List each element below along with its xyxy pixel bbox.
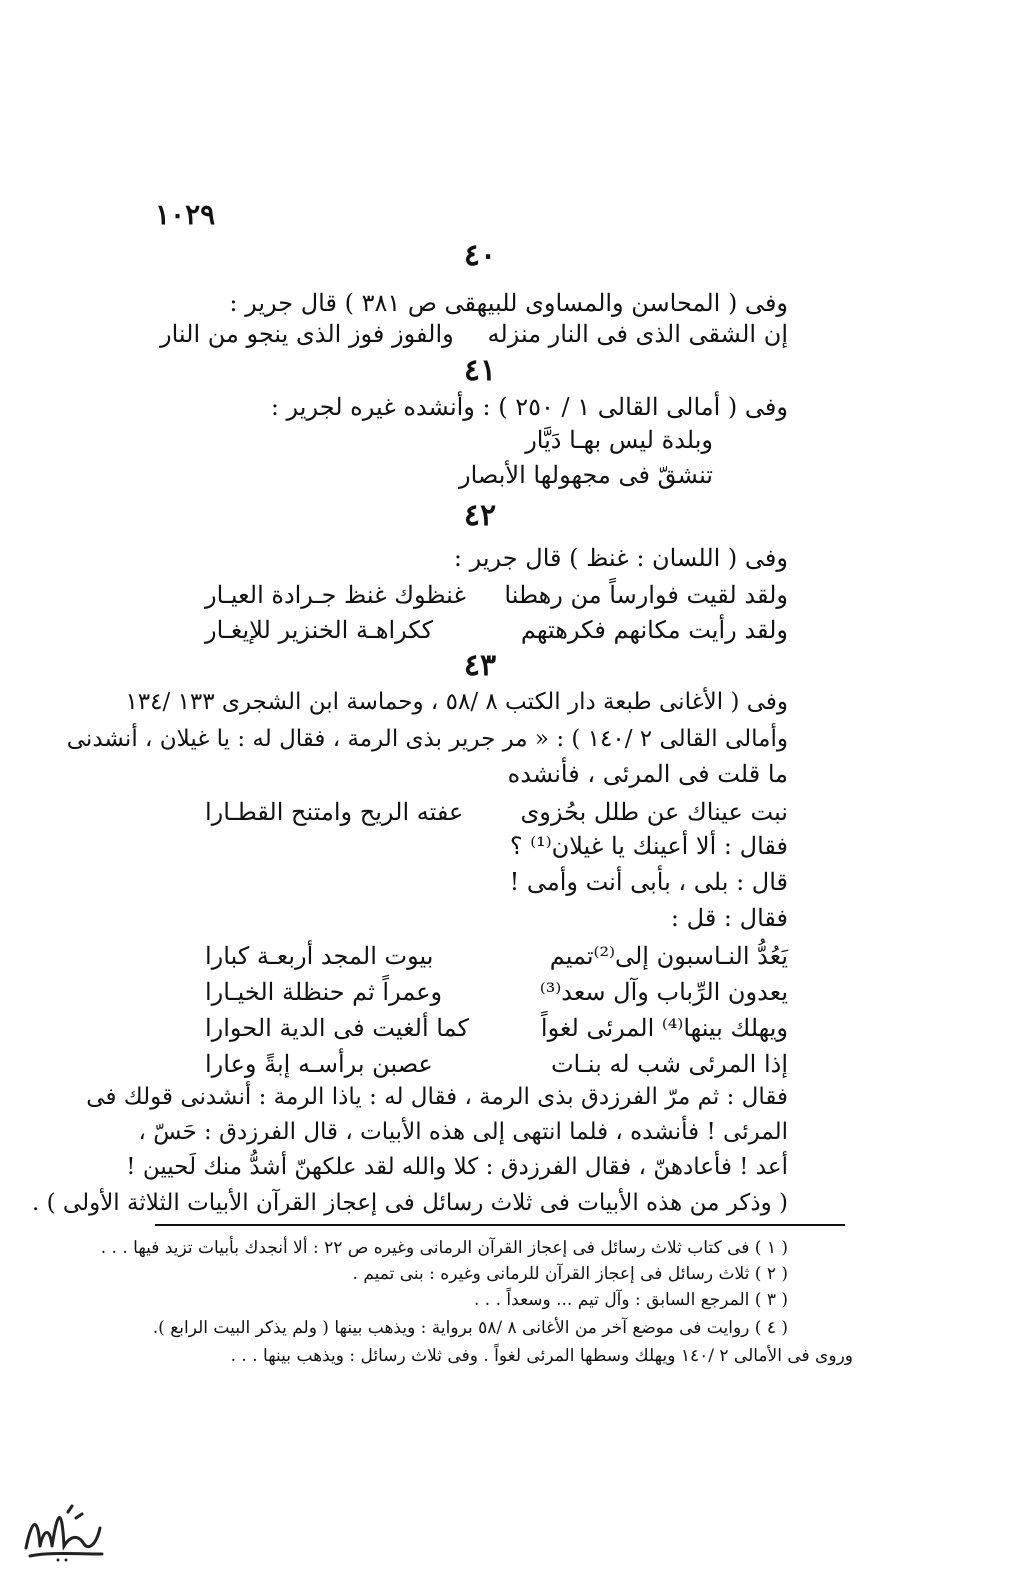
footnote: ( ٢ ) ثلاث رسائل فى إعجاز القرآن للرمانى وغيره : بنى تميم . (352, 1264, 788, 1284)
footnote: ( ٣ ) المرجع السابق : وآل تيم ... وسعداً . . . (474, 1290, 788, 1310)
hemistich-first: نبت عيناك عن طلل بحُزوى (520, 798, 788, 826)
footnote: ( ٤ ) روايت فى موضع آخر من الأغانى ٨ /٥٨ برواية : ويذهب بينها ( ولم يذكر البيت الرابع ). (152, 1318, 788, 1338)
hemistich-first: إذا المرئى شب له بنـات (550, 1050, 788, 1078)
hemistich-first: إن الشقى الذى فى النار منزله (487, 320, 788, 348)
closing-line: فقال : ثم مرّ الفرزدق بذى الرمة ، فقال له : ياذا الرمة : أنشدنى قولك فى (86, 1084, 788, 1110)
dialog-line: فقال : قل : (670, 904, 788, 932)
closing-line: أعد ! فأعادهنّ ، فقال الفرزدق : كلا والله لقد علكهنّ أشدُّ منك لَحيين ! (126, 1154, 788, 1180)
verse-line (205, 581, 788, 609)
hemistich-second: غنظوك غنظ جـرادة العيـار (205, 581, 466, 609)
section-number-43: ٤٣ (463, 648, 497, 683)
section-43-prose-line: وأمالى القالى ٢ /١٤٠ ) : « مر جرير بذى الرمة ، فقال له : يا غيلان ، أنشدنى (66, 726, 788, 752)
footnote-divider (155, 1224, 845, 1226)
hemistich-second: والفوز فوز الذى ينجو من النار (160, 320, 454, 348)
closing-line: المرئى ! فأنشده ، فلما انتهى إلى هذه الأبيات ، قال الفرزدق : حَسّ ، (138, 1119, 788, 1145)
verse-line (205, 1050, 788, 1078)
hemistich-first: ويهلك بينها⁽⁴⁾ المرئى لغواً (540, 1014, 788, 1042)
section-43-prose-line: وفى ( الأغانى طبعة دار الكتب ٨ /٥٨ ، وحماسة ابن الشجرى ١٣٣ /١٣٤ (125, 689, 788, 715)
hemistich-first: يَعُدُّ النـاسبون إلى⁽²⁾تميم (549, 942, 788, 970)
hemistich-first: ولقد رأيت مكانهم فكرهتهم (520, 616, 788, 644)
verse-line (205, 942, 788, 970)
section-43-prose-line: ما قلت فى المرئى ، فأنشده (507, 760, 788, 788)
verse-line (205, 978, 788, 1006)
verse-line (205, 1014, 788, 1042)
verse-line: تنشقّ فى مجهولها الأبصار (459, 461, 713, 489)
hemistich-second: عصبن برأسـه إبةً وعارا (205, 1050, 433, 1078)
section-number-42: ٤٢ (463, 498, 497, 533)
library-stamp-logo (18, 1488, 108, 1568)
section-40-intro: وفى ( المحاسن والمساوى للبيهقى ص ٣٨١ ) قال جرير : (229, 289, 788, 317)
verse-line (205, 798, 788, 826)
verse-line (160, 320, 788, 348)
hemistich-first: يعدون الرِّباب وآل سعد⁽³⁾ (539, 978, 788, 1006)
footnote: ( ١ ) فى كتاب ثلاث رسائل فى إعجاز القرآن الرمانى وغيره ص ٢٢ : ألا أنجدك بأبيات تزيد فيها . . . (100, 1238, 788, 1258)
hemistich-second: كما ألغيت فى الدية الحوارا (205, 1014, 469, 1042)
section-41-intro: وفى ( أمالى القالى ١ / ٢٥٠ ) : وأنشده غيره لجرير : (270, 393, 788, 421)
section-number-41: ٤١ (463, 353, 497, 388)
dialog-line: فقال : ألا أعينك يا غيلان⁽¹⁾ ؟ (509, 832, 788, 860)
hemistich-second: بيوت المجد أربعـة كبارا (205, 942, 434, 970)
footnote-continuation: وروى فى الأمالى ٢ /١٤٠ ويهلك وسطها المرئى لغواً . وفى ثلاث رسائل : ويذهب بينها . . . (230, 1346, 853, 1366)
hemistich-second: ككراهـة الخنزير للإيغـار (205, 616, 434, 644)
hemistich-second: عفته الريح وامتنح القطـارا (205, 798, 464, 826)
closing-line: ( وذكر من هذه الأبيات فى ثلاث رسائل فى إعجاز القرآن الأبيات الثلاثة الأولى ) . (32, 1190, 788, 1216)
page-number: ١٠٢٩ (155, 198, 216, 231)
section-42-intro: وفى ( اللسان : غنظ ) قال جرير : (453, 544, 788, 572)
verse-line: وبلدة ليس بهـا دَيَّار (525, 426, 713, 454)
hemistich-second: وعمراً ثم حنظلة الخيـارا (205, 978, 443, 1006)
dialog-line: قال : بلى ، بأبى أنت وأمى ! (509, 868, 788, 896)
section-number-40: ٤٠ (463, 238, 497, 273)
hemistich-first: ولقد لقيت فوارساً من رهطنا (504, 581, 788, 609)
verse-line (205, 616, 788, 644)
